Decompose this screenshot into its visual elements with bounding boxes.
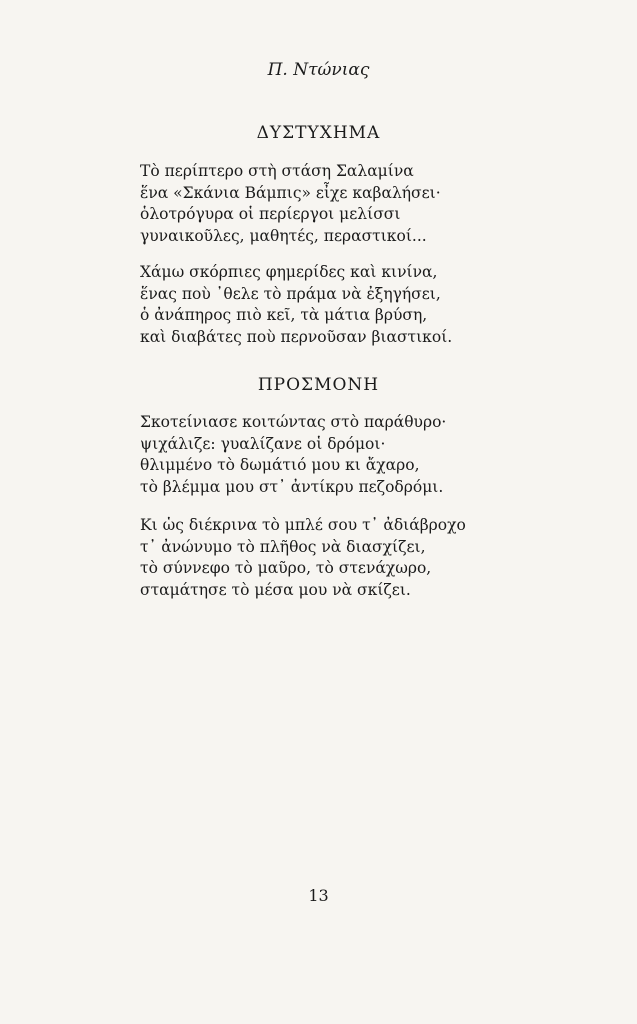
poem-title-dystychima: ΔΥΣΤΥΧΗΜΑ — [256, 123, 381, 143]
verse-line: καὶ διαβάτες ποὺ περνοῦσαν βιαστικοί. — [140, 327, 453, 346]
verse-line: τὸ βλέμμα μου στ᾽ ἀντίκρυ πεζοδρόμι. — [140, 477, 444, 496]
verse-line: ὁλοτρόγυρα οἱ περίεργοι μελίσσι — [140, 205, 401, 223]
verse-line: σταμάτησε τὸ μέσα μου νὰ σκίζει. — [140, 580, 411, 599]
verse-line: Χάμω σκόρπιες φημερίδες καὶ κινίνα, — [140, 263, 438, 281]
verse-line: ψιχάλιζε: γυαλίζανε οἱ δρόμοι· — [140, 434, 386, 453]
verse-line: Κι ὡς διέκρινα τὸ μπλέ σου τ᾽ ἀδιάβροχο — [140, 516, 466, 534]
verse-line: Σκοτείνιασε κοιτώντας στὸ παράθυρο· — [140, 413, 447, 431]
stanza — [140, 515, 500, 601]
verse-line: θλιμμένο τὸ δωμάτιό μου κι ἄχαρο, — [140, 456, 420, 474]
stanza — [140, 412, 500, 498]
verse-line: ἕνας ποὺ ᾽θελε τὸ πράμα νὰ ἐξηγήσει, — [140, 284, 441, 303]
verse-line: Τὸ περίπτερο στὴ στάση Σαλαμίνα — [140, 162, 414, 180]
verse-line: ἕνα «Σκάνια Βάμπις» εἶχε καβαλήσει· — [140, 183, 441, 202]
poem-title-prosmoni: ΠΡΟΣΜΟΝΗ — [257, 375, 380, 395]
stanza — [140, 262, 500, 348]
verse-line: τ᾽ ἀνώνυμο τὸ πλῆθος νὰ διασχίζει, — [140, 537, 426, 556]
verse-line: ὁ ἀνάπηρος πιὸ κεῖ, τὰ μάτια βρύση, — [140, 306, 428, 324]
verse-line: τὸ σύννεφο τὸ μαῦρο, τὸ στενάχωρο, — [140, 559, 432, 577]
verse-line: γυναικοῦλες, μαθητές, περαστικοί... — [140, 226, 427, 245]
running-head-author: Π. Ντώνιας — [267, 60, 370, 80]
page-number: 13 — [308, 886, 329, 905]
stanza — [140, 161, 500, 247]
